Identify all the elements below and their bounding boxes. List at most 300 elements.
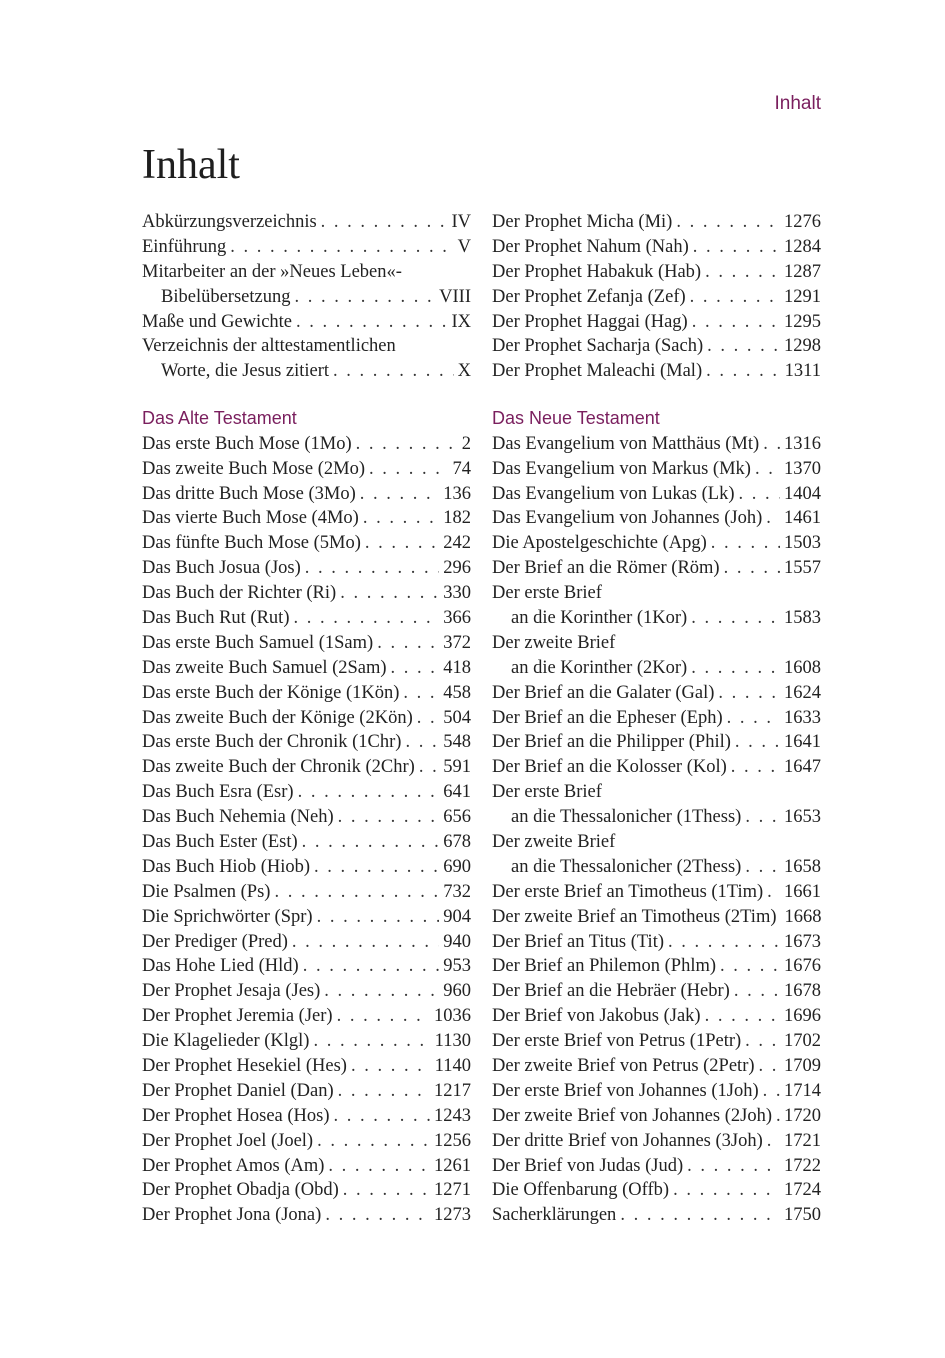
toc-entry-title: Der Brief an die Philipper (Phil) [492, 732, 731, 753]
toc-entry-title: Das vierte Buch Mose (4Mo) [142, 508, 359, 529]
toc-entry [492, 531, 821, 556]
toc-entry-page: 418 [443, 657, 471, 678]
toc-entry [142, 1154, 471, 1179]
toc-entry-title: Mitarbeiter an der »Neues Leben«- [142, 261, 402, 282]
toc-entry-title: Der Prophet Obadja (Obd) [142, 1180, 339, 1201]
section-heading-old-testament: Das Alte Testament [142, 408, 297, 429]
toc-entry [142, 954, 471, 979]
dot-leader [687, 1154, 780, 1179]
toc-entry [492, 1203, 821, 1228]
toc-entry-page: 656 [443, 807, 471, 828]
toc-entry-title: Der erste Brief von Petrus (1Petr) [492, 1031, 742, 1052]
toc-entry-page: 1702 [784, 1031, 821, 1052]
toc-entry [142, 1104, 471, 1129]
dot-leader [720, 954, 780, 979]
dot-leader [230, 235, 453, 260]
toc-entry [492, 930, 821, 955]
intro-list-left [142, 210, 471, 384]
dot-leader [705, 1004, 780, 1029]
toc-entry [492, 656, 821, 681]
toc-entry-title: Das Evangelium von Matthäus (Mt) [492, 433, 760, 454]
dot-leader [351, 1054, 431, 1079]
toc-entry [142, 531, 471, 556]
toc-entry-title: Der zweite Brief von Johannes (2Joh) [492, 1105, 772, 1126]
toc-entry-page: 690 [443, 856, 471, 877]
toc-entry-title: an die Korinther (1Kor) [511, 607, 688, 628]
toc-entry-title: Der Prophet Joel (Joel) [142, 1130, 314, 1151]
toc-entry [492, 681, 821, 706]
toc-entry-title: Die Klagelieder (Klgl) [142, 1031, 310, 1052]
toc-entry [492, 310, 821, 335]
toc-entry [492, 432, 821, 457]
toc-entry-page: 953 [443, 956, 471, 977]
toc-entry-page: 1295 [784, 311, 821, 332]
toc-entry-title: Das Evangelium von Markus (Mk) [492, 458, 751, 479]
toc-entry-page: 1633 [784, 707, 821, 728]
toc-entry [142, 556, 471, 581]
toc-entry-page: 372 [443, 632, 471, 653]
dot-leader [734, 979, 780, 1004]
dot-leader [328, 1154, 430, 1179]
dot-leader [691, 606, 780, 631]
dot-leader [419, 755, 439, 780]
toc-entry [142, 334, 471, 359]
toc-entry-page: 1503 [784, 533, 821, 554]
dot-leader [763, 432, 780, 457]
toc-entry-title: an die Korinther (2Kor) [511, 657, 688, 678]
toc-entry-title: Der Brief von Jakobus (Jak) [492, 1006, 701, 1027]
dot-leader [705, 260, 780, 285]
dot-leader [334, 1104, 430, 1129]
dot-leader [293, 606, 439, 631]
dot-leader [333, 359, 454, 384]
toc-entry-page: 1583 [784, 607, 821, 628]
toc-entry-title: Das zweite Buch der Chronik (2Chr) [142, 757, 415, 778]
dot-leader [369, 457, 449, 482]
toc-entry [142, 1054, 471, 1079]
toc-entry [142, 730, 471, 755]
toc-entry-title: Der Brief an die Epheser (Eph) [492, 707, 723, 728]
dot-leader [403, 681, 439, 706]
toc-entry-page: 182 [443, 508, 471, 529]
toc-entry-title: Das Evangelium von Lukas (Lk) [492, 483, 735, 504]
toc-entry [492, 457, 821, 482]
toc-entry-page: 242 [443, 533, 471, 554]
dot-leader [718, 681, 780, 706]
toc-entry-page: 1673 [784, 931, 821, 952]
toc-entry-page: 1709 [784, 1056, 821, 1076]
toc-entry [142, 285, 471, 310]
toc-entry-page: 641 [443, 782, 471, 803]
toc-entry [142, 260, 471, 285]
dot-leader [755, 457, 780, 482]
running-head: Inhalt [774, 93, 821, 114]
toc-entry [142, 235, 471, 260]
dot-leader [292, 930, 439, 955]
toc-entry-title: Das zweite Buch der Könige (2Kön) [142, 707, 413, 728]
toc-entry-page: 1658 [784, 856, 821, 877]
toc-entry-title: Der erste Brief [492, 583, 602, 604]
toc-entry [492, 556, 821, 581]
toc-entry-title: Sacherklärungen [492, 1205, 617, 1226]
toc-entry-page: 678 [443, 831, 471, 852]
toc-entry-page: IV [451, 212, 471, 232]
toc-entry-title: Der Prophet Daniel (Dan) [142, 1080, 334, 1101]
toc-entry-title: Verzeichnis der alttestamentlichen [142, 336, 396, 357]
dot-leader [356, 432, 458, 457]
toc-entry-title: Die Sprichwörter (Spr) [142, 906, 313, 927]
toc-entry-title: Das Buch Josua (Jos) [142, 558, 301, 579]
toc-entry [142, 1079, 471, 1104]
toc-entry [142, 457, 471, 482]
toc-entry [142, 482, 471, 507]
dot-leader [707, 334, 780, 359]
toc-entry [492, 606, 821, 631]
dot-leader [317, 905, 440, 930]
toc-entry-title: Der Prophet Sacharja (Sach) [492, 336, 704, 357]
toc-entry [492, 830, 821, 855]
toc-entry-title: Das dritte Buch Mose (3Mo) [142, 483, 356, 504]
toc-entry-page: 1284 [784, 236, 821, 257]
toc-column-right [492, 210, 821, 1228]
toc-entry-title: Der dritte Brief von Johannes (3Joh) [492, 1130, 763, 1151]
toc-entry-title: Der Brief an Titus (Tit) [492, 931, 665, 952]
toc-entry [142, 805, 471, 830]
dot-leader [338, 1079, 430, 1104]
toc-entry-page: 1217 [434, 1080, 471, 1101]
toc-entry-page: 1130 [434, 1031, 471, 1052]
dot-leader [305, 556, 439, 581]
dot-leader [294, 285, 435, 310]
toc-entry-title: Der Prophet Amos (Am) [142, 1155, 325, 1176]
toc-entry-page: 1653 [784, 807, 821, 828]
toc-entry-title: Worte, die Jesus zitiert [161, 361, 330, 382]
toc-entry-page: 366 [443, 607, 471, 628]
toc-entry-page: 1714 [784, 1080, 821, 1101]
toc-entry-page: 1316 [784, 433, 821, 454]
toc-entry-page: 1298 [784, 336, 821, 357]
toc-entry [492, 359, 821, 384]
toc-entry [142, 210, 471, 235]
toc-entry-title: Die Psalmen (Ps) [142, 881, 271, 902]
dot-leader [735, 730, 780, 755]
toc-entry-page: 1291 [784, 286, 821, 307]
dot-leader [363, 506, 439, 531]
toc-entry-page: 504 [443, 707, 471, 728]
toc-entry-title: Das Buch Hiob (Hiob) [142, 856, 311, 877]
toc-entry-title: Der Prophet Haggai (Hag) [492, 311, 688, 332]
toc-entry-page: 1724 [784, 1180, 821, 1201]
toc-entry-title: Der Prophet Jona (Jona) [142, 1205, 322, 1226]
toc-entry-title: Der Brief an die Römer (Röm) [492, 558, 720, 579]
toc-entry-title: Einführung [142, 236, 227, 257]
toc-entry-title: Der Brief an die Kolosser (Kol) [492, 757, 727, 778]
dot-leader [360, 482, 440, 507]
toc-entry-title: Bibelübersetzung [161, 286, 291, 307]
toc-entry [142, 631, 471, 656]
toc-entry [142, 755, 471, 780]
toc-entry-title: Der Prophet Maleachi (Mal) [492, 361, 703, 382]
dot-leader [776, 1104, 780, 1129]
toc-entry-title: Das zweite Buch Samuel (2Sam) [142, 657, 387, 678]
toc-entry-page: 1720 [784, 1105, 821, 1126]
toc-entry [492, 581, 821, 606]
toc-entry [492, 631, 821, 656]
toc-entry-title: Der zweite Brief [492, 632, 616, 653]
toc-entry-page: 1750 [784, 1205, 821, 1226]
toc-entry [142, 432, 471, 457]
toc-entry [492, 506, 821, 531]
dot-leader [706, 359, 781, 384]
toc-entry [492, 706, 821, 731]
dot-leader [673, 1178, 780, 1203]
toc-entry-title: Maße und Gewichte [142, 311, 293, 332]
toc-entry [492, 755, 821, 780]
toc-entry [492, 855, 821, 880]
toc-entry-page: 1273 [434, 1205, 471, 1226]
toc-entry [492, 285, 821, 310]
dot-leader [314, 855, 439, 880]
toc-entry-page: VIII [439, 286, 471, 307]
toc-entry-page: 1696 [784, 1006, 821, 1027]
toc-entry [492, 235, 821, 260]
toc-entry-title: Das Buch der Richter (Ri) [142, 583, 337, 604]
dot-leader [340, 581, 439, 606]
toc-entry-title: Abkürzungsverzeichnis [142, 212, 317, 232]
toc-entry-page: 1661 [784, 881, 821, 902]
toc-entry-page: 1404 [784, 483, 821, 504]
toc-entry-title: Der Prophet Nahum (Nah) [492, 236, 689, 257]
dot-leader [274, 880, 439, 905]
toc-entry [492, 730, 821, 755]
toc-entry-page: 1647 [784, 757, 821, 778]
toc-entry-title: Das erste Buch Mose (1Mo) [142, 433, 352, 454]
toc-entry [142, 506, 471, 531]
dot-leader [759, 1054, 780, 1079]
toc-entry [492, 1129, 821, 1154]
toc-entry [492, 805, 821, 830]
toc-entry-page: 940 [443, 931, 471, 952]
toc-entry [142, 780, 471, 805]
toc-entry-page: IX [451, 311, 471, 332]
toc-entry [492, 780, 821, 805]
dot-leader [298, 780, 440, 805]
toc-entry [142, 855, 471, 880]
toc-entry-page: 1256 [434, 1130, 471, 1151]
toc-entry [492, 1104, 821, 1129]
toc-entry-page: 904 [443, 906, 471, 927]
dot-leader [745, 1029, 780, 1054]
toc-entry-page: 1678 [784, 981, 821, 1002]
toc-entry-page: 1140 [434, 1056, 471, 1076]
dot-leader [731, 755, 780, 780]
toc-entry-title: Die Apostelgeschichte (Apg) [492, 533, 707, 554]
toc-entry-title: Der Prophet Jesaja (Jes) [142, 981, 321, 1002]
new-testament-list [492, 432, 821, 1229]
toc-entry-title: Der Brief an die Hebräer (Hebr) [492, 981, 730, 1002]
toc-entry-page: 960 [443, 981, 471, 1002]
toc-entry-page: 1641 [784, 732, 821, 753]
toc-entry-title: Das zweite Buch Mose (2Mo) [142, 458, 365, 479]
intro-list-right [492, 210, 821, 384]
toc-entry [492, 1079, 821, 1104]
old-testament-list [142, 432, 471, 1229]
dot-leader [324, 979, 439, 1004]
dot-leader [317, 1129, 430, 1154]
dot-leader [767, 1129, 780, 1154]
toc-entry [492, 1154, 821, 1179]
dot-leader [365, 531, 439, 556]
toc-entry-page: 591 [443, 757, 471, 778]
toc-entry-page: 1036 [434, 1006, 471, 1027]
toc-entry [492, 1004, 821, 1029]
toc-entry-title: Der Prophet Zefanja (Zef) [492, 286, 686, 307]
toc-entry-title: Das fünfte Buch Mose (5Mo) [142, 533, 361, 554]
dot-leader [417, 706, 440, 731]
toc-entry-title: Der zweite Brief [492, 831, 616, 852]
toc-entry-page: 1276 [784, 212, 821, 232]
dot-leader [668, 930, 780, 955]
dot-leader [313, 1029, 430, 1054]
toc-entry-title: Das erste Buch der Chronik (1Chr) [142, 732, 402, 753]
dot-leader [691, 656, 780, 681]
section-heading-new-testament: Das Neue Testament [492, 408, 660, 429]
toc-entry [142, 706, 471, 731]
toc-entry-title: Der Prophet Micha (Mi) [492, 212, 673, 232]
dot-leader [325, 1203, 430, 1228]
dot-leader [343, 1178, 430, 1203]
toc-entry-title: Der Brief an die Galater (Gal) [492, 682, 715, 703]
toc-entry-title: Das Hohe Lied (Hld) [142, 956, 299, 977]
toc-entry-title: Das erste Buch der Könige (1Kön) [142, 682, 400, 703]
toc-entry-title: Das Buch Esra (Esr) [142, 782, 294, 803]
toc-entry [492, 334, 821, 359]
toc-entry [492, 954, 821, 979]
toc-entry [142, 681, 471, 706]
toc-entry-page: V [457, 236, 471, 257]
toc-entry-title: Der Prophet Jeremia (Jer) [142, 1006, 333, 1027]
dot-leader [763, 1079, 780, 1104]
dot-leader [724, 556, 780, 581]
dot-leader [727, 706, 780, 731]
toc-entry-title: an die Thessalonicher (1Thess) [511, 807, 742, 828]
dot-leader [739, 482, 781, 507]
toc-entry-title: an die Thessalonicher (2Thess) [511, 856, 742, 877]
toc-entry [492, 1178, 821, 1203]
toc-entry-page: 330 [443, 583, 471, 604]
toc-entry [142, 830, 471, 855]
toc-entry [142, 880, 471, 905]
toc-entry-page: 1461 [784, 508, 821, 529]
toc-entry-page: X [457, 361, 471, 382]
toc-entry [492, 905, 821, 930]
dot-leader [296, 310, 447, 335]
toc-entry [142, 1004, 471, 1029]
toc-entry [492, 880, 821, 905]
toc-entry [142, 656, 471, 681]
dot-leader [693, 235, 780, 260]
toc-entry-title: Der Prophet Hesekiel (Hes) [142, 1056, 347, 1076]
toc-entry-page: 1557 [784, 558, 821, 579]
dot-leader [321, 210, 448, 235]
toc-entry-page: 136 [443, 483, 471, 504]
toc-entry-page: 1261 [434, 1155, 471, 1176]
toc-entry [142, 581, 471, 606]
toc-entry [142, 930, 471, 955]
toc-entry [142, 1029, 471, 1054]
toc-entry [142, 359, 471, 384]
toc-entry-page: 1676 [784, 956, 821, 977]
toc-entry [492, 1054, 821, 1079]
toc-entry [492, 979, 821, 1004]
toc-entry-title: Der erste Brief an Timotheus (1Tim) [492, 881, 764, 902]
toc-entry-title: Der erste Brief [492, 782, 602, 803]
dot-leader [766, 506, 780, 531]
page-title: Inhalt [142, 142, 240, 188]
toc-entry-page: 2 [461, 433, 471, 454]
toc-entry-page: 1668 [784, 906, 822, 927]
toc-entry [492, 482, 821, 507]
toc-entry-page: 1722 [784, 1155, 821, 1176]
dot-leader [337, 1004, 430, 1029]
toc-entry [142, 979, 471, 1004]
toc-entry-title: Die Offenbarung (Offb) [492, 1180, 670, 1201]
toc-entry-page: 296 [443, 558, 471, 579]
toc-entry-page: 458 [443, 682, 471, 703]
toc-entry-title: Der Brief von Judas (Jud) [492, 1155, 684, 1176]
toc-entry-title: Das Evangelium von Johannes (Joh) [492, 508, 763, 529]
toc-entry-page: 74 [452, 458, 471, 479]
toc-entry-page: 1243 [434, 1105, 471, 1126]
dot-leader [338, 805, 440, 830]
dot-leader [303, 954, 440, 979]
toc-entry [142, 1129, 471, 1154]
dot-leader [377, 631, 439, 656]
dot-leader [302, 830, 440, 855]
toc-entry-page: 1370 [784, 458, 821, 479]
toc-entry [142, 905, 471, 930]
toc-entry-title: Das erste Buch Samuel (1Sam) [142, 632, 374, 653]
toc-entry-title: Der zweite Brief an Timotheus (2Tim) [492, 906, 777, 927]
toc-entry [492, 210, 821, 235]
dot-leader [676, 210, 780, 235]
toc-entry-page: 548 [443, 732, 471, 753]
dot-leader [692, 310, 780, 335]
dot-leader [620, 1203, 780, 1228]
toc-entry [492, 260, 821, 285]
toc-entry-title: Der Prophet Hosea (Hos) [142, 1105, 330, 1126]
toc-entry-page: 1271 [434, 1180, 471, 1201]
toc-entry-title: Das Buch Ester (Est) [142, 831, 298, 852]
toc-entry [142, 310, 471, 335]
dot-leader [405, 730, 439, 755]
toc-entry [142, 606, 471, 631]
dot-leader [711, 531, 780, 556]
toc-entry [492, 1029, 821, 1054]
toc-entry-title: Das Buch Nehemia (Neh) [142, 807, 334, 828]
toc-column-left [142, 210, 471, 1228]
dot-leader [391, 656, 440, 681]
toc-entry-title: Der erste Brief von Johannes (1Joh) [492, 1080, 759, 1101]
dot-leader [745, 805, 780, 830]
toc-entry-title: Der Prediger (Pred) [142, 931, 288, 952]
dot-leader [767, 880, 780, 905]
toc-entry-page: 1608 [784, 657, 821, 678]
toc-entry [142, 1178, 471, 1203]
toc-entry-title: Das Buch Rut (Rut) [142, 607, 290, 628]
toc-entry-page: 1721 [784, 1130, 821, 1151]
toc-entry-title: Der Prophet Habakuk (Hab) [492, 261, 702, 282]
